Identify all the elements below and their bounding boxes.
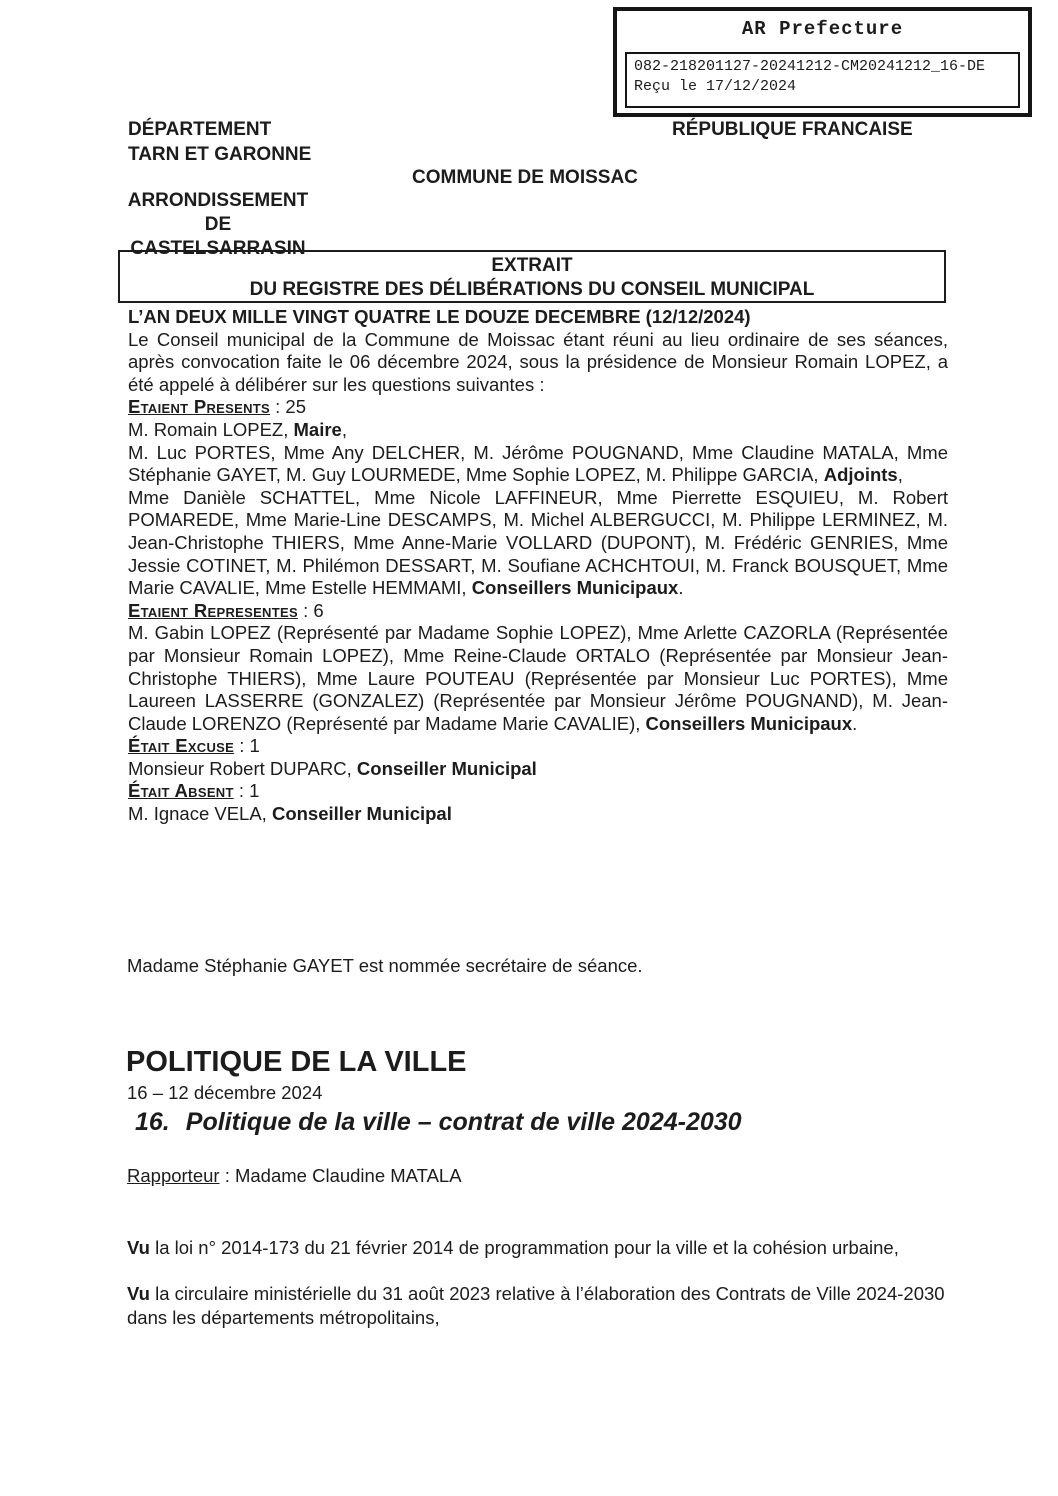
extract-title-line2: DU REGISTRE DES DÉLIBÉRATIONS DU CONSEIL MUNICIPAL [249, 279, 815, 300]
extract-title-box [118, 250, 946, 303]
department-label: DÉPARTEMENT [128, 119, 272, 140]
department-block [128, 117, 311, 167]
stamp-reference-code: 082-218201127-20241212-CM20241212_16-DE [634, 58, 986, 75]
adjoints-paragraph: M. Luc PORTES, Mme Any DELCHER, M. Jérôme POUGNAND, Mme Claudine MATALA, Mme Stéphanie GAYET, M. Guy LOURMEDE, Mme Sophie LOPEZ, M. Philippe GARCIA, Adjoints, [128, 441, 948, 486]
arrondissement-de: DE [204, 214, 232, 235]
agenda-item-title [135, 1108, 742, 1137]
represented-count: : 6 [297, 599, 324, 621]
session-intro-paragraph: Le Conseil municipal de la Commune de Moissac étant réuni au lieu ordinaire de ses séances, après convocation faite le 06 décembre 2024, sous la présidence de Monsieur Romain LOPEZ, a été appelé à délibérer sur les questions suivantes : [128, 328, 948, 395]
session-date-line: L’AN DEUX MILLE VINGT QUATRE LE DOUZE DECEMBRE (12/12/2024) [128, 306, 751, 327]
secretary-line: Madame Stéphanie GAYET est nommée secrétaire de séance. [127, 955, 643, 976]
vu-law-paragraph: Vu la loi n° 2014-173 du 21 février 2014 de programmation pour la ville et la cohésion urbaine, [127, 1237, 899, 1258]
section-subtitle: 16 – 12 décembre 2024 [127, 1082, 323, 1103]
excused-heading [128, 735, 948, 758]
section-title: POLITIQUE DE LA VILLE [126, 1046, 467, 1078]
conseillers-paragraph: Mme Danièle SCHATTEL, Mme Nicole LAFFINEUR, Mme Pierrette ESQUIEU, M. Robert POMAREDE, Mme Marie-Line DESCAMPS, M. Michel ALBERGUCCI, M. Philippe LERMINEZ, M. Jean-Christophe THIERS, Mme Anne-Marie VOLLARD (DUPONT), M. Frédéric GENRIES, Mme Jessie COTINET, M. Philémon DESSART, M. Soufiane ACHCHTOUI, M. Franck BOUSQUET, Mme Marie CAVALIE, Mme Estelle HEMMAMI, Conseillers Municipaux. [128, 486, 948, 599]
absent-person-line: M. Ignace VELA, Conseiller Municipal [128, 803, 452, 825]
agenda-item-number: 16. [135, 1108, 170, 1136]
presents-label: Etaient Presents [128, 396, 270, 418]
absent-count: : 1 [233, 780, 260, 802]
session-body [128, 306, 948, 826]
presents-count: : 25 [270, 396, 306, 418]
vu-circular-paragraph: Vu la circulaire ministérielle du 31 août 2023 relative à l’élaboration des Contrats de Ville 2024-2030 dans les départements métropolitains, [127, 1283, 945, 1328]
arrondissement-label: ARRONDISSEMENT [127, 190, 309, 211]
stamp-reference-box [625, 52, 1020, 108]
prefecture-stamp [613, 7, 1032, 117]
absent-heading [128, 780, 948, 803]
absent-label: Était Absent [128, 780, 234, 802]
represented-paragraph: M. Gabin LOPEZ (Représenté par Madame Sophie LOPEZ), Mme Arlette CAZORLA (Représentée par Monsieur Romain LOPEZ), Mme Reine-Claude ORTALO (Représentée par Monsieur Jean-Christophe THIERS), Mme Laure POUTEAU (Représentée par Monsieur Luc PORTES), Mme Laureen LASSERRE (GONZALEZ) (Représentée par Monsieur Jérôme POUGNAND), M. Jean-Claude LORENZO (Représenté par Madame Marie CAVALIE), Conseillers Municipaux. [128, 622, 948, 734]
excused-count: : 1 [234, 735, 260, 757]
mayor-line: M. Romain LOPEZ, Maire, [128, 418, 347, 440]
represented-label: Etaient Representes [128, 599, 298, 621]
represented-heading [128, 600, 948, 623]
arrondissement-name: CASTELSARRASIN [130, 238, 306, 259]
stamp-title: AR Prefecture [741, 18, 904, 40]
excused-label: Était Excuse [128, 735, 235, 757]
commune-label: COMMUNE DE MOISSAC [412, 167, 638, 188]
rapporteur-line: Rapporteur : Madame Claudine MATALA [127, 1165, 462, 1186]
department-name: TARN ET GARONNE [128, 144, 312, 165]
extract-title-line1: EXTRAIT [491, 255, 573, 276]
stamp-received-date: Reçu le 17/12/2024 [634, 78, 797, 95]
excused-person-line: Monsieur Robert DUPARC, Conseiller Municipal [128, 757, 537, 779]
agenda-item-text: Politique de la ville – contrat de ville 2024-2030 [185, 1108, 742, 1136]
presents-heading [128, 396, 948, 419]
republique-label: RÉPUBLIQUE FRANCAISE [672, 119, 913, 140]
